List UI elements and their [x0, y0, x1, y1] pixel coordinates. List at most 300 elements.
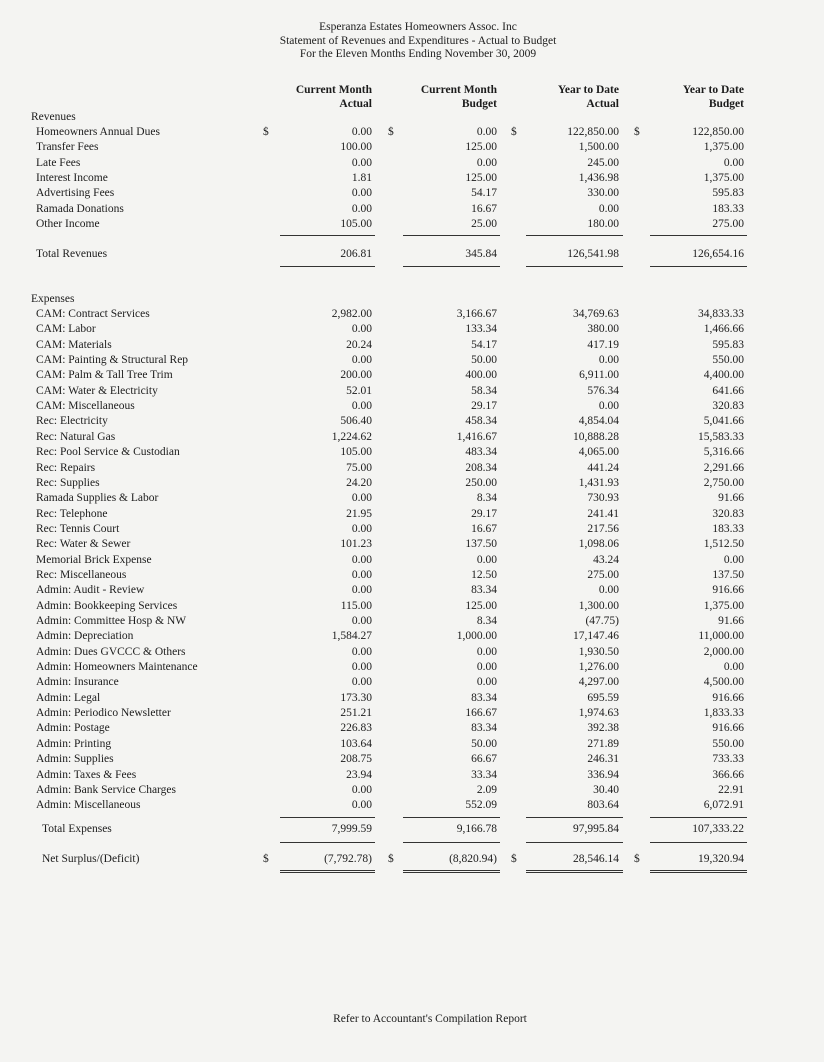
cell-value: 2,000.00 [703, 645, 744, 658]
cell-value: 107,333.22 [692, 823, 744, 835]
cell-value: 336.94 [587, 768, 619, 781]
table-row [0, 522, 824, 537]
table-row [0, 171, 824, 186]
cell-value: 91.66 [718, 492, 744, 505]
cell-value: 183.33 [712, 202, 744, 215]
column-header-line1: Current Month [295, 84, 372, 96]
underline [280, 842, 375, 843]
row-label: Admin: Legal [36, 691, 101, 704]
cell-value: 19,320.94 [698, 853, 744, 865]
cell-value: (8,820.94) [449, 853, 497, 865]
cell-value: 246.31 [587, 753, 619, 766]
cell-value: 33.34 [471, 768, 497, 781]
cell-value: 1,466.66 [703, 323, 744, 336]
cell-value: 17,147.46 [573, 630, 619, 643]
cell-value: 1,375.00 [703, 599, 744, 612]
cell-value: 730.93 [587, 492, 619, 505]
cell-value: 0.00 [598, 202, 619, 215]
cell-value: 0.00 [351, 584, 372, 597]
currency-symbol: $ [511, 853, 517, 865]
cell-value: 1,500.00 [578, 141, 619, 154]
cell-value: 173.30 [340, 691, 372, 704]
table-row [0, 537, 824, 552]
cell-value: 0.00 [723, 156, 744, 169]
cell-value: 1,276.00 [578, 661, 619, 674]
row-label: Total Revenues [36, 248, 108, 260]
cell-value: 803.64 [587, 799, 619, 812]
cell-value: 2,750.00 [703, 476, 744, 489]
currency-symbol: $ [511, 126, 517, 138]
cell-value: 58.34 [471, 384, 497, 397]
cell-value: 0.00 [476, 553, 497, 566]
cell-value: 441.24 [587, 461, 619, 474]
row-label: Admin: Dues GVCCC & Others [36, 645, 186, 658]
cell-value: 8.34 [476, 615, 497, 627]
cell-value: 23.94 [346, 768, 372, 781]
cell-value: 2.09 [476, 783, 497, 796]
table-row [0, 476, 824, 491]
cell-value: 125.00 [465, 141, 497, 154]
row-label: Advertising Fees [36, 187, 115, 200]
cell-value: 217.56 [587, 522, 619, 535]
row-label: Total Expenses [42, 823, 112, 835]
report-period: For the Eleven Months Ending November 30, 2009 [299, 48, 537, 60]
cell-value: 392.38 [587, 722, 619, 735]
cell-value: 1,584.27 [331, 630, 372, 643]
cell-value: 0.00 [476, 645, 497, 658]
cell-value: 245.00 [587, 156, 619, 169]
row-label: Admin: Audit - Review [36, 584, 145, 597]
cell-value: 4,500.00 [703, 676, 744, 689]
row-label: CAM: Contract Services [36, 308, 150, 320]
table-row [0, 675, 824, 690]
row-label: Expenses [31, 293, 75, 305]
cell-value: 125.00 [465, 171, 497, 184]
row-label: Rec: Supplies [36, 476, 100, 489]
row-label: Admin: Bookkeeping Services [36, 599, 178, 612]
currency-symbol: $ [634, 126, 640, 138]
row-label: CAM: Water & Electricity [36, 384, 158, 397]
cell-value: 6,911.00 [579, 369, 619, 382]
table-row [0, 338, 824, 353]
cell-value: 20.24 [346, 338, 372, 351]
cell-value: 0.00 [351, 553, 372, 566]
cell-value: 0.00 [723, 661, 744, 674]
cell-value: 29.17 [471, 507, 497, 520]
double-underline [526, 870, 623, 873]
cell-value: 695.59 [587, 691, 619, 704]
cell-value: 126,654.16 [692, 248, 744, 260]
cell-value: 2,291.66 [703, 461, 744, 474]
table-row [0, 186, 824, 201]
cell-value: 1,833.33 [703, 707, 744, 720]
cell-value: 103.64 [340, 737, 372, 750]
cell-value: 330.00 [587, 187, 619, 200]
cell-value: 0.00 [476, 661, 497, 674]
row-label: Rec: Pool Service & Custodian [36, 446, 180, 459]
cell-value: 66.67 [471, 753, 497, 766]
cell-value: 34,769.63 [573, 308, 619, 320]
cell-value: 4,297.00 [578, 676, 619, 689]
underline [650, 235, 747, 236]
cell-value: 0.00 [351, 522, 372, 535]
cell-value: 1,300.00 [578, 599, 619, 612]
currency-symbol: $ [388, 126, 394, 138]
cell-value: 30.40 [593, 783, 619, 796]
cell-value: 208.75 [340, 753, 372, 766]
table-row [0, 599, 824, 614]
cell-value: 16.67 [471, 522, 497, 535]
table-row [0, 706, 824, 721]
cell-value: 200.00 [340, 369, 372, 382]
row-label: Rec: Electricity [36, 415, 108, 428]
cell-value: 0.00 [351, 354, 372, 367]
cell-value: 0.00 [351, 156, 372, 169]
cell-value: 250.00 [465, 476, 497, 489]
cell-value: 9,166.78 [456, 823, 497, 835]
table-row [0, 202, 824, 217]
cell-value: 180.00 [587, 217, 619, 230]
underline [403, 817, 500, 818]
total-expenses-row [0, 822, 824, 837]
table-row [0, 507, 824, 522]
table-row [0, 721, 824, 736]
table-row [0, 353, 824, 368]
table-row [0, 322, 824, 337]
row-label: Rec: Natural Gas [36, 430, 116, 443]
cell-value: 506.40 [340, 415, 372, 428]
column-header-line2: Actual [586, 98, 619, 110]
cell-value: 43.24 [593, 553, 619, 566]
cell-value: 345.84 [465, 248, 497, 260]
table-row [0, 568, 824, 583]
cell-value: 50.00 [471, 354, 497, 367]
cell-value: 10,888.28 [573, 430, 619, 443]
cell-value: 916.66 [712, 691, 744, 704]
cell-value: 105.00 [340, 446, 372, 459]
row-label: Ramada Donations [36, 202, 124, 215]
underline [280, 266, 375, 267]
cell-value: 15,583.33 [698, 430, 744, 443]
cell-value: 21.95 [346, 507, 372, 520]
row-label: CAM: Materials [36, 338, 112, 351]
underline [526, 842, 623, 843]
cell-value: 115.00 [340, 599, 372, 612]
cell-value: 400.00 [465, 369, 497, 382]
row-label: Net Surplus/(Deficit) [42, 853, 140, 865]
cell-value: 206.81 [340, 248, 372, 260]
row-label: Admin: Supplies [36, 753, 114, 766]
report-header [0, 21, 824, 62]
cell-value: 54.17 [471, 338, 497, 351]
table-row [0, 430, 824, 445]
cell-value: 1,512.50 [703, 538, 744, 551]
cell-value: 417.19 [587, 338, 619, 351]
cell-value: 1,930.50 [578, 645, 619, 658]
cell-value: 125.00 [465, 599, 497, 612]
cell-value: 275.00 [587, 568, 619, 581]
row-label: Transfer Fees [36, 141, 99, 154]
cell-value: 25.00 [471, 217, 497, 230]
cell-value: 0.00 [351, 799, 372, 812]
cell-value: 366.66 [712, 768, 744, 781]
cell-value: 50.00 [471, 737, 497, 750]
row-label: Admin: Printing [36, 737, 112, 750]
cell-value: 166.67 [465, 707, 497, 720]
cell-value: 483.34 [465, 446, 497, 459]
cell-value: 275.00 [712, 217, 744, 230]
row-label: Admin: Postage [36, 722, 110, 735]
cell-value: 251.21 [340, 707, 372, 720]
cell-value: 1,416.67 [456, 430, 497, 443]
currency-symbol: $ [263, 126, 269, 138]
cell-value: 241.41 [587, 507, 619, 520]
cell-value: 6,072.91 [703, 799, 744, 812]
cell-value: 5,041.66 [703, 415, 744, 428]
table-row [0, 461, 824, 476]
cell-value: 137.50 [465, 538, 497, 551]
cell-value: 122,850.00 [567, 126, 619, 138]
cell-value: 0.00 [598, 584, 619, 597]
row-label: Admin: Bank Service Charges [36, 783, 176, 796]
cell-value: 0.00 [351, 615, 372, 627]
row-label: CAM: Palm & Tall Tree Trim [36, 369, 173, 382]
underline [526, 266, 623, 267]
cell-value: 0.00 [351, 568, 372, 581]
cell-value: 0.00 [476, 126, 497, 138]
cell-value: 1,224.62 [331, 430, 372, 443]
cell-value: 550.00 [712, 737, 744, 750]
cell-value: 126,541.98 [567, 248, 619, 260]
row-label: Admin: Homeowners Maintenance [36, 661, 198, 674]
cell-value: 0.00 [351, 187, 372, 200]
cell-value: 4,854.04 [578, 415, 619, 428]
cell-value: 1,375.00 [703, 141, 744, 154]
currency-symbol: $ [634, 853, 640, 865]
table-row [0, 414, 824, 429]
row-label: CAM: Miscellaneous [36, 400, 135, 413]
cell-value: 0.00 [351, 783, 372, 796]
underline [526, 235, 623, 236]
cell-value: 54.17 [471, 187, 497, 200]
row-label: Ramada Supplies & Labor [36, 492, 159, 505]
column-header-line2: Actual [339, 98, 372, 110]
cell-value: 0.00 [351, 661, 372, 674]
cell-value: 641.66 [712, 384, 744, 397]
column-header-line2: Budget [708, 98, 744, 110]
underline [403, 235, 500, 236]
cell-value: 83.34 [471, 584, 497, 597]
cell-value: 83.34 [471, 691, 497, 704]
cell-value: 83.34 [471, 722, 497, 735]
cell-value: 1,974.63 [578, 707, 619, 720]
cell-value: 1,000.00 [456, 630, 497, 643]
cell-value: 52.01 [346, 384, 372, 397]
cell-value: 1,375.00 [703, 171, 744, 184]
cell-value: 0.00 [351, 400, 372, 413]
cell-value: 380.00 [587, 323, 619, 336]
double-underline [280, 870, 375, 873]
cell-value: 0.00 [351, 645, 372, 658]
cell-value: 0.00 [476, 156, 497, 169]
cell-value: 24.20 [346, 476, 372, 489]
table-row [0, 614, 824, 629]
column-header-current-month-budget [421, 83, 497, 111]
table-row [0, 553, 824, 568]
table-row [0, 156, 824, 171]
cell-value: 29.17 [471, 400, 497, 413]
cell-value: 595.83 [712, 338, 744, 351]
table-row [0, 691, 824, 706]
column-header-line2: Budget [461, 98, 497, 110]
cell-value: 97,995.84 [573, 823, 619, 835]
double-underline [650, 870, 747, 873]
cell-value: 0.00 [351, 126, 372, 138]
table-row [0, 629, 824, 644]
cell-value: 91.66 [718, 615, 744, 627]
table-row [0, 307, 824, 322]
table-row [0, 583, 824, 598]
row-label: Admin: Depreciation [36, 630, 134, 643]
underline [650, 842, 747, 843]
cell-value: (7,792.78) [324, 853, 372, 865]
row-label: Admin: Committee Hosp & NW [36, 615, 187, 627]
footer-note: Refer to Accountant's Compilation Report [333, 1013, 527, 1025]
column-header-current-month-actual [296, 83, 372, 111]
row-label: Admin: Insurance [36, 676, 119, 689]
cell-value: 7,999.59 [331, 823, 372, 835]
cell-value: (47.75) [585, 615, 619, 627]
table-row [0, 798, 824, 813]
cell-value: 122,850.00 [692, 126, 744, 138]
cell-value: 916.66 [712, 584, 744, 597]
cell-value: 12.50 [471, 568, 497, 581]
section-heading [0, 292, 824, 307]
row-label: Homeowners Annual Dues [36, 126, 160, 138]
underline [280, 235, 375, 236]
total-revenues-row [0, 247, 824, 262]
row-label: Memorial Brick Expense [36, 553, 152, 566]
cell-value: 733.33 [712, 753, 744, 766]
row-label: Rec: Water & Sewer [36, 538, 131, 551]
table-row [0, 140, 824, 155]
section-heading [0, 110, 824, 125]
net-surplus-row [0, 852, 824, 867]
table-row [0, 125, 824, 140]
cell-value: 133.34 [465, 323, 497, 336]
cell-value: 137.50 [712, 568, 744, 581]
table-row [0, 384, 824, 399]
cell-value: 22.91 [718, 783, 744, 796]
double-underline [403, 870, 500, 873]
report-title: Statement of Revenues and Expenditures - Actual to Budget [279, 34, 557, 47]
table-row [0, 491, 824, 506]
cell-value: 576.34 [587, 384, 619, 397]
table-row [0, 768, 824, 783]
column-header-line1: Year to Date [682, 84, 744, 96]
cell-value: 0.00 [351, 323, 372, 336]
table-row [0, 445, 824, 460]
cell-value: 28,546.14 [573, 853, 619, 865]
row-label: Rec: Miscellaneous [36, 568, 127, 581]
cell-value: 0.00 [351, 492, 372, 505]
cell-value: 8.34 [476, 492, 497, 505]
row-label: Rec: Tennis Court [36, 522, 120, 535]
cell-value: 320.83 [712, 507, 744, 520]
row-label: Revenues [31, 111, 76, 123]
row-label: Rec: Repairs [36, 461, 96, 474]
underline [650, 817, 747, 818]
cell-value: 550.00 [712, 354, 744, 367]
cell-value: 0.00 [351, 676, 372, 689]
cell-value: 0.00 [598, 400, 619, 413]
cell-value: 226.83 [340, 722, 372, 735]
table-row [0, 660, 824, 675]
cell-value: 100.00 [340, 141, 372, 154]
cell-value: 458.34 [465, 415, 497, 428]
underline [403, 842, 500, 843]
cell-value: 4,065.00 [578, 446, 619, 459]
table-row [0, 368, 824, 383]
cell-value: 916.66 [712, 722, 744, 735]
cell-value: 105.00 [340, 217, 372, 230]
cell-value: 5,316.66 [703, 446, 744, 459]
cell-value: 1,436.98 [578, 171, 619, 184]
table-row [0, 399, 824, 414]
cell-value: 1,431.93 [578, 476, 619, 489]
cell-value: 552.09 [465, 799, 497, 812]
cell-value: 101.23 [340, 538, 372, 551]
cell-value: 271.89 [587, 737, 619, 750]
row-label: Interest Income [36, 171, 108, 184]
cell-value: 4,400.00 [703, 369, 744, 382]
cell-value: 595.83 [712, 187, 744, 200]
cell-value: 208.34 [465, 461, 497, 474]
row-label: Admin: Taxes & Fees [36, 768, 137, 781]
table-row [0, 737, 824, 752]
organization-name: Esperanza Estates Homeowners Assoc. Inc [319, 21, 517, 33]
underline [280, 817, 375, 818]
cell-value: 0.00 [598, 354, 619, 367]
row-label: Admin: Periodico Newsletter [36, 707, 171, 720]
cell-value: 0.00 [351, 202, 372, 215]
currency-symbol: $ [388, 853, 394, 865]
column-header-line1: Current Month [420, 84, 497, 96]
currency-symbol: $ [263, 853, 269, 865]
row-label: Other Income [36, 217, 100, 230]
table-row [0, 783, 824, 798]
underline [403, 266, 500, 267]
cell-value: 34,833.33 [698, 308, 744, 320]
cell-value: 75.00 [346, 461, 372, 474]
table-row [0, 752, 824, 767]
cell-value: 0.00 [723, 553, 744, 566]
row-label: Admin: Miscellaneous [36, 799, 141, 812]
cell-value: 16.67 [471, 202, 497, 215]
table-row [0, 645, 824, 660]
row-label: CAM: Painting & Structural Rep [36, 354, 189, 367]
cell-value: 320.83 [712, 400, 744, 413]
cell-value: 183.33 [712, 522, 744, 535]
cell-value: 1.81 [351, 171, 372, 184]
column-header-ytd-budget [683, 83, 744, 111]
underline [650, 266, 747, 267]
row-label: Late Fees [36, 156, 81, 169]
row-label: Rec: Telephone [36, 507, 108, 520]
row-label: CAM: Labor [36, 323, 96, 336]
cell-value: 11,000.00 [698, 630, 744, 643]
underline [526, 817, 623, 818]
